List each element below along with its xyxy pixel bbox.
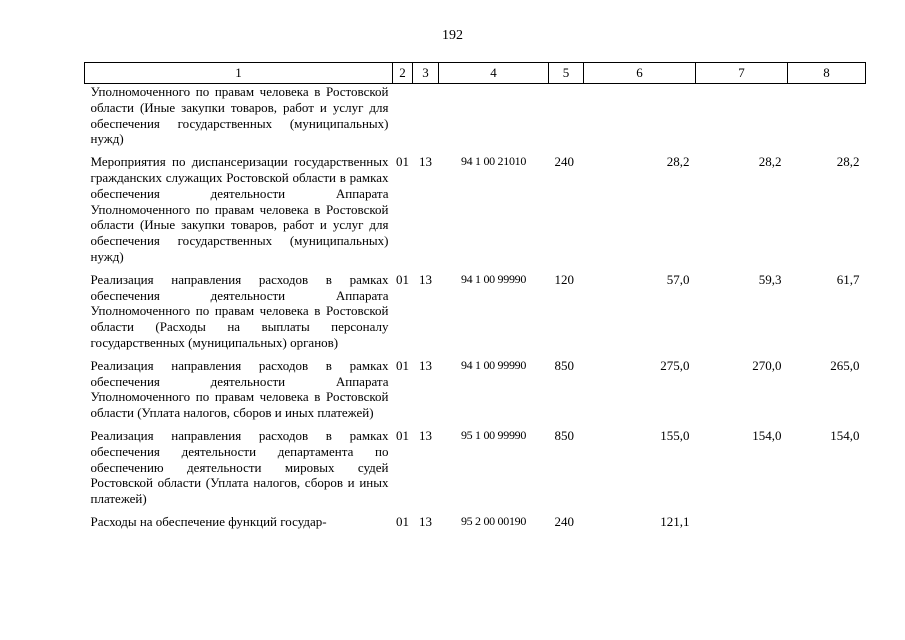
row-amount-7 bbox=[696, 84, 788, 155]
column-header: 6 bbox=[584, 63, 696, 84]
column-header: 2 bbox=[393, 63, 413, 84]
budget-table bbox=[84, 62, 866, 537]
row-description: Расходы на обеспечение функций государ- bbox=[90, 513, 327, 529]
row-amount-7: 270,0 bbox=[752, 357, 782, 373]
row-target-code: 94 1 00 99990 bbox=[460, 357, 527, 372]
row-amount-6: 121,1 bbox=[660, 513, 690, 529]
row-amount-6: 155,0 bbox=[660, 427, 690, 443]
row-target-code bbox=[439, 84, 549, 155]
column-header: 7 bbox=[696, 63, 788, 84]
row-amount-8: 265,0 bbox=[830, 357, 860, 373]
row-amount-7: 28,2 bbox=[758, 154, 782, 170]
table-row bbox=[85, 514, 866, 537]
table-header-row bbox=[85, 63, 866, 84]
row-target-code: 94 1 00 21010 bbox=[460, 154, 527, 169]
row-amount-8 bbox=[788, 514, 866, 537]
row-amount-8: 154,0 bbox=[830, 427, 860, 443]
row-amount-7 bbox=[696, 514, 788, 537]
row-description: Мероприятия по диспансеризации государственных гражданских служащих Ростовской области в рамках обеспечения деятельности Аппарата Уполномоченного по правам человека в Ростовской области (Иные закупки товаров, работ и услуг для обеспечения государственных (муниципальных) нужд) bbox=[90, 154, 389, 264]
row-subsection: 13 bbox=[419, 154, 432, 170]
row-target-code: 95 1 00 99990 bbox=[460, 427, 527, 442]
row-section: 01 bbox=[396, 513, 409, 529]
row-section: 01 bbox=[396, 357, 409, 373]
row-expense-type: 120 bbox=[554, 271, 574, 287]
row-subsection: 13 bbox=[419, 427, 432, 443]
row-section: 01 bbox=[396, 154, 409, 170]
row-amount-6: 57,0 bbox=[666, 271, 690, 287]
row-expense-type: 850 bbox=[554, 357, 574, 373]
column-header: 1 bbox=[85, 63, 393, 84]
column-header: 3 bbox=[413, 63, 439, 84]
row-subsection: 13 bbox=[419, 357, 432, 373]
row-amount-8: 28,2 bbox=[836, 154, 860, 170]
row-expense-type bbox=[549, 84, 584, 155]
row-amount-8 bbox=[788, 84, 866, 155]
table-row bbox=[85, 272, 866, 358]
row-amount-7: 59,3 bbox=[758, 271, 782, 287]
row-amount-6: 28,2 bbox=[666, 154, 690, 170]
row-subsection: 13 bbox=[419, 271, 432, 287]
row-subsection: 13 bbox=[419, 513, 432, 529]
row-amount-6: 275,0 bbox=[660, 357, 690, 373]
row-section bbox=[393, 84, 413, 155]
row-amount-7: 154,0 bbox=[752, 427, 782, 443]
row-expense-type: 240 bbox=[554, 513, 574, 529]
table-row bbox=[85, 84, 866, 155]
row-expense-type: 850 bbox=[554, 427, 574, 443]
row-description: Уполномоченного по правам человека в Ростовской области (Иные закупки товаров, работ и услуг для обеспечения государственных (муниципальных) нужд) bbox=[90, 84, 389, 147]
row-amount-6 bbox=[584, 84, 696, 155]
row-section: 01 bbox=[396, 427, 409, 443]
row-target-code: 95 2 00 00190 bbox=[460, 513, 527, 528]
row-description: Реализация направления расходов в рамках обеспечения деятельности департамента по обеспечению деятельности мировых судей Ростовской области (Уплата налогов, сборов и иных платежей) bbox=[90, 427, 389, 507]
row-description: Реализация направления расходов в рамках обеспечения деятельности Аппарата Уполномоченного по правам человека в Ростовской области (Уплата налогов, сборов и иных платежей) bbox=[90, 357, 389, 421]
page-number: 192 bbox=[442, 28, 463, 43]
table-row bbox=[85, 154, 866, 272]
row-description: Реализация направления расходов в рамках обеспечения деятельности Аппарата Уполномоченного по правам человека в Ростовской области (Расходы на выплаты персоналу государственных (муниципальных) органов) bbox=[90, 271, 389, 350]
column-header: 5 bbox=[549, 63, 584, 84]
row-section: 01 bbox=[396, 271, 409, 287]
row-subsection bbox=[413, 84, 439, 155]
table-row bbox=[85, 358, 866, 428]
table-row bbox=[85, 428, 866, 514]
row-amount-8: 61,7 bbox=[836, 271, 860, 287]
column-header: 8 bbox=[788, 63, 866, 84]
column-header: 4 bbox=[439, 63, 549, 84]
row-expense-type: 240 bbox=[554, 154, 574, 170]
row-target-code: 94 1 00 99990 bbox=[460, 271, 527, 286]
